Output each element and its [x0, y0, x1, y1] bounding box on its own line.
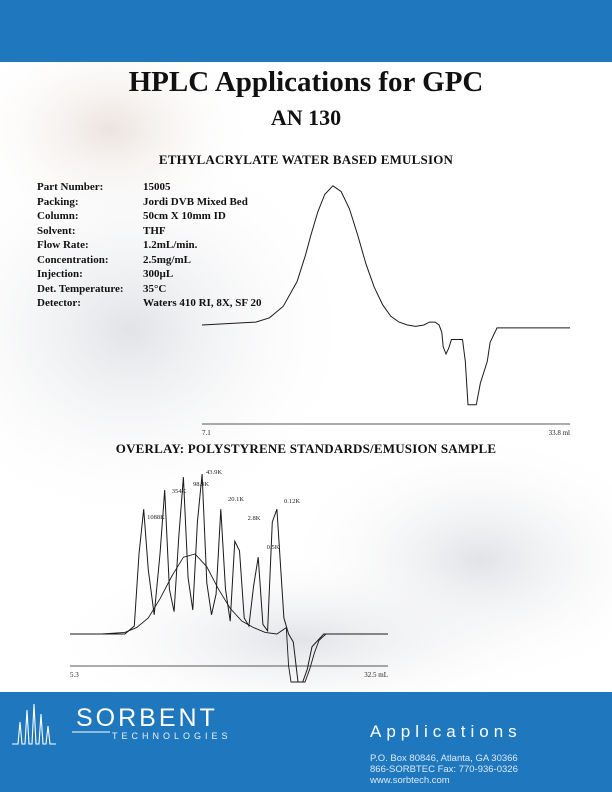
brand-name: SORBENT [76, 704, 218, 732]
x-start-label: 5.3 [70, 671, 79, 679]
spec-value: 50cm X 10mm ID [143, 210, 226, 222]
spec-value: 15005 [143, 181, 171, 193]
x-end-label: 33.8 ml [548, 429, 570, 437]
spec-label: Concentration: [37, 253, 109, 266]
peak-label: 98.9K [192, 481, 210, 488]
series-line-emulsion [70, 554, 388, 682]
series-line [202, 186, 570, 405]
phone-fax: 866-SORBTEC Fax: 770-936-0326 [370, 764, 518, 775]
spec-value: THF [143, 224, 166, 237]
page-title: HPLC Applications for GPC [128, 66, 484, 98]
spec-label: Column: [37, 210, 79, 222]
spec-label: Packing: [37, 195, 79, 208]
x-end-label: 32.5 mL [364, 671, 388, 679]
peak-label: 2.8K [247, 515, 261, 522]
peak-label: 43.9K [205, 469, 223, 476]
contact-block [370, 753, 518, 786]
spec-label: Detector: [37, 297, 81, 309]
spec-value: 35°C [143, 282, 167, 295]
website-link[interactable]: www.sorbtech.com [370, 775, 450, 786]
section-title-overlay: OVERLAY: POLYSTYRENE STANDARDS/EMUSION SAMPLE [115, 441, 497, 456]
header-band [0, 0, 612, 62]
application-note-number: AN 130 [270, 105, 342, 130]
peak-label: 0.12K [283, 498, 301, 505]
section-title-emulsion: ETHYLACRYLATE WATER BASED EMULSION [158, 152, 454, 167]
address: P.O. Box 80846, Atlanta, GA 30366 [370, 753, 518, 764]
x-start-label: 7.1 [202, 429, 211, 437]
peak-label: 354K [171, 488, 187, 495]
spec-value: 2.5mg/mL [143, 253, 191, 266]
peak-label: 0.5K [266, 544, 280, 551]
spec-value: Waters 410 RI, 8X, SF 20 [143, 297, 262, 309]
spec-value: Jordi DVB Mixed Bed [143, 195, 248, 208]
spec-value: 300µL [143, 268, 174, 280]
brand-subtitle: TECHNOLOGIES [112, 731, 232, 741]
spec-label: Part Number: [37, 181, 104, 193]
spec-value: 1.2mL/min. [143, 239, 198, 251]
spec-label: Flow Rate: [37, 239, 89, 251]
spec-label: Injection: [37, 268, 83, 280]
peak-label: 20.1K [227, 496, 245, 503]
chromatogram-overlay [66, 462, 392, 688]
peak-label: 1088K [147, 514, 165, 521]
applications-label: Applications [370, 722, 522, 741]
spec-label: Solvent: [37, 224, 76, 237]
spec-label: Det. Temperature: [37, 282, 124, 295]
chromatogram-emulsion [198, 172, 574, 442]
series-line-standards [70, 474, 388, 682]
